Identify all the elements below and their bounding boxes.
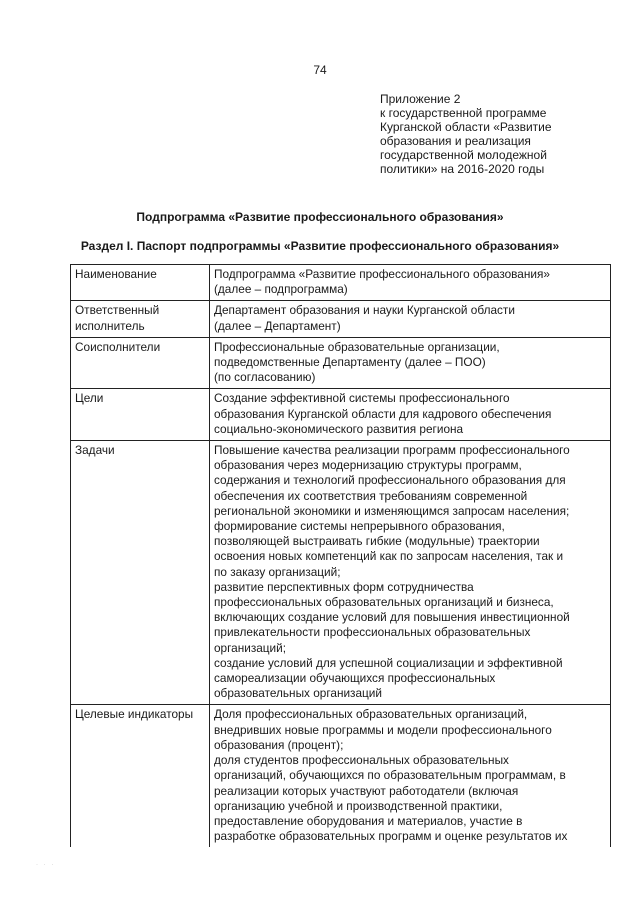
- passport-table: [70, 264, 611, 847]
- passport-row-responsible: [71, 301, 611, 337]
- passport-row-tasks: [71, 441, 611, 705]
- section-title: Раздел I. Паспорт подпрограммы «Развитие профессионального образования»: [80, 239, 560, 253]
- row-label: Целевые индикаторы: [71, 705, 210, 847]
- row-label: Цели: [71, 389, 210, 441]
- passport-row-coexecutors: [71, 337, 611, 389]
- passport-row-indicators: [71, 705, 611, 847]
- row-label: Наименование: [71, 265, 210, 301]
- row-value: Доля профессиональных образовательных организаций, внедривших новые программы и модели профессионального образования (процент); доля студентов профессиональных образовательных организаций, обучающихся по образовательным программам, в реализации которых участвуют работодатели (включая организацию учебной и производственной практики, предоставление оборудования и материалов, участие в разработке образовательных программ и оценке результатов их: [210, 705, 611, 847]
- row-value: Профессиональные образовательные организации, подведомственные Департаменту (далее – ПОО) (по согласованию): [210, 337, 611, 389]
- row-value: Подпрограмма «Развитие профессионального образования» (далее – подпрограмма): [210, 265, 611, 301]
- appendix-note: Приложение 2 к государственной программе Курганской области «Развитие образования и реализация государственной молодежной политики» на 2016-2020 годы: [380, 92, 552, 176]
- page-number: 74: [313, 63, 327, 77]
- row-value: Создание эффективной системы профессионального образования Курганской области для кадрового обеспечения социально-экономического развития региона: [210, 389, 611, 441]
- row-label: Задачи: [71, 441, 210, 705]
- scan-artifact: · · ·: [36, 862, 56, 868]
- passport-row-name: [71, 265, 611, 301]
- row-label: Соисполнители: [71, 337, 210, 389]
- row-value: Департамент образования и науки Курганской области (далее – Департамент): [210, 301, 611, 337]
- subprogram-title: Подпрограмма «Развитие профессионального образования»: [136, 210, 504, 224]
- passport-row-goals: [71, 389, 611, 441]
- row-value: Повышение качества реализации программ профессионального образования через модернизацию структуры программ, содержания и технологий профессионального образования для обеспечения их соответствия требованиям современной региональной экономики и изменяющимся запросам населения; формирование системы непрерывного образования, позволяющей выстраивать гибкие (модульные) траектории освоения новых компетенций как по запросам населения, так и по заказу организаций; развитие перспективных форм сотрудничества профессиональных образовательных организаций и бизнеса, включающих создание условий для повышения инвестиционной привлекательности профессиональных образовательных организаций; создание условий для успешной социализации и эффективной самореализации обучающихся профессиональных образовательных организаций: [210, 441, 611, 705]
- row-label: Ответственный исполнитель: [71, 301, 210, 337]
